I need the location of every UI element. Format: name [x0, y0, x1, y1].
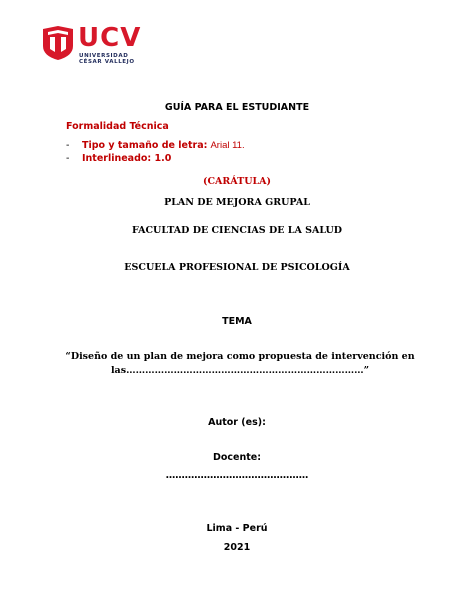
tema-title — [60, 350, 420, 378]
tema-title-line1: “Diseño de un plan de mejora como propuesta de intervención en — [65, 351, 415, 362]
year-text: 2021 — [223, 542, 251, 553]
faculty-name: FACULTAD DE CIENCIAS DE LA SALUD — [131, 225, 343, 236]
spec-font-label: Tipo y tamaño de letra: — [82, 140, 208, 151]
logo-name-text: CÉSAR VALLEJO — [79, 59, 135, 65]
school-name: ESCUELA PROFESIONAL DE PSICOLOGÍA — [124, 262, 350, 273]
teacher-label: Docente: — [212, 452, 262, 463]
spec-font-value: Arial 11. — [210, 140, 245, 151]
caratula-label: (CARÁTULA) — [202, 176, 272, 187]
logo-university-text: UNIVERSIDAD — [79, 53, 129, 59]
guide-heading: GUÍA PARA EL ESTUDIANTE — [164, 102, 310, 113]
tema-label: TEMA — [222, 316, 252, 327]
author-label: Autor (es): — [208, 417, 266, 428]
bullet-dash: - — [66, 153, 70, 164]
ucv-shield-icon — [43, 26, 73, 60]
spec-spacing-item — [66, 153, 171, 165]
formalidad-title: Formalidad Técnica — [66, 121, 169, 132]
tema-title-line2: las…………………………………………………………………” — [110, 365, 370, 376]
location-text: Lima - Perú — [206, 523, 268, 534]
bullet-dash: - — [66, 140, 70, 151]
spec-spacing-label: Interlineado: 1.0 — [82, 153, 172, 164]
plan-title: PLAN DE MEJORA GRUPAL — [164, 197, 310, 208]
spec-font-item — [66, 140, 245, 152]
teacher-placeholder: ……………………………………… — [165, 470, 309, 481]
logo-brand-text: UCV — [78, 23, 142, 53]
ucv-logo — [43, 23, 153, 65]
